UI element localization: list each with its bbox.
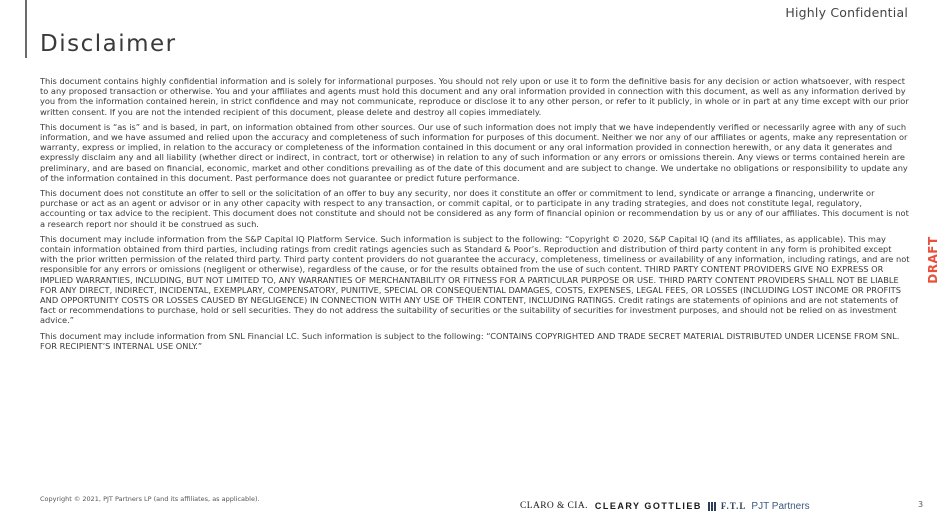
page-number: 3 <box>918 500 924 509</box>
title-accent-rule <box>25 0 27 58</box>
ftl-mark-icon <box>708 502 717 511</box>
confidentiality-label: Highly Confidential <box>785 5 908 20</box>
page-title: Disclaimer <box>40 31 177 57</box>
ftl-logo: F.T.L <box>720 501 747 511</box>
paragraph-as-is: This document is “as is” and is based, in part, on information obtained from other sources. Our use of such information does not imply that we have independently verified or necessarily agree with any of such information, and we have assumed and relied upon the accuracy and completeness of such information for purposes of this document. Neither we nor any of our affiliates or agents, make any representation or warranty, express or implied, in relation to the accuracy or completeness of the information contained in this document or any oral information provided in connection herewith, or any data it generates and expressly disclaim any and all liability (whether direct or indirect, in contract, tort or otherwise) in relation to any of such information or any errors or omissions therein. Any views or terms contained herein are preliminary, and are based on financial, economic, market and other conditions prevailing as of the date of this document and are subject to change. We undertake no obligations or responsibility to update any of the information contained in this document. Past performance does not guarantee or predict future performance. <box>40 121 908 183</box>
paragraph-snl: This document may include information from SNL Financial LC. Such information is subject to the following: “CONTAINS COPYRIGHTED AND TRADE SECRET MATERIAL DISTRIBUTED UNDER LICENSE FROM SNL. FOR RECIPIENT’S INTERNAL USE ONLY.” <box>40 330 900 351</box>
claro-logo: CLARO & CIA. <box>520 501 588 511</box>
paragraph-confidentiality: This document contains highly confidential information and is solely for informational purposes. You should not rely upon or use it to form the definitive basis for any decision or action whatsoever, with respect to any proposed transaction or otherwise. You and your affiliates and agents must hold this document and any oral information provided in connection with this document, as well as any information derived by you from the information contained herein, in strict confidence and may not communicate, reproduce or disclose it to any other person, or refer to it publicly, in whole or in part at any time except with our prior written consent. If you are not the intended recipient of this document, please delete and destroy all copies immediately. <box>40 76 909 117</box>
footer-logos <box>520 498 810 514</box>
disclaimer-body <box>40 76 910 356</box>
draft-watermark-text: DRAFT <box>926 236 940 284</box>
cleary-gottlieb-logo: CLEARY GOTTLIEB <box>594 501 702 511</box>
paragraph-no-offer: This document does not constitute an offer to sell or the solicitation of an offer to buy any security, nor does it constitute an offer or commitment to lend, syndicate or arrange a financing, underwrite or purchase or act as an agent or advisor or in any other capacity with respect to any transaction, or commit capital, or to participate in any trading strategies, and does not constitute legal, regulatory, accounting or tax advice to the recipient. This document does not constitute and should not be considered as any form of financial opinion or recommendation by us or any of our affiliates. This document is not a research report nor should it be construed as such. <box>40 188 909 229</box>
draft-watermark <box>924 236 942 284</box>
copyright-notice: Copyright © 2021, PJT Partners LP (and its affiliates, as applicable). <box>40 495 260 503</box>
paragraph-capital-iq: This document may include information from the S&P Capital IQ Platform Service. Such information is subject to the following: “Copyright © 2020, S&P Capital IQ (and its affiliates, as applicable). This may contain information obtained from third parties, including ratings from credit ratings agencies such as Standard & Poor’s. Reproduction and distribution of third party content in any form is prohibited except with the prior written permission of the related third party. Third party content providers do not guarantee the accuracy, completeness, timeliness or availability of any information, including ratings, and are not responsible for any errors or omissions (negligent or otherwise), regardless of the cause, or for the results obtained from the use of such content. THIRD PARTY CONTENT PROVIDERS GIVE NO EXPRESS OR IMPLIED WARRANTIES, INCLUDING, BUT NOT LIMITED TO, ANY WARRANTIES OF MERCHANTABILITY OR FITNESS FOR A PARTICULAR PURPOSE OR USE. THIRD PARTY CONTENT PROVIDERS SHALL NOT BE LIABLE FOR ANY DIRECT, INDIRECT, INCIDENTAL, EXEMPLARY, COMPENSATORY, PUNITIVE, SPECIAL OR CONSEQUENTIAL DAMAGES, COSTS, EXPENSES, LEGAL FEES, OR LOSSES (INCLUDING LOST INCOME OR PROFITS AND OPPORTUNITY COSTS OR LOSSES CAUSED BY NEGLIGENCE) IN CONNECTION WITH ANY USE OF THEIR CONTENT, INCLUDING RATINGS. Credit ratings are statements of opinions and are not statements of fact or recommendations to purchase, hold or sell securities. They do not address the suitability of securities or the suitability of securities for investment purposes, and should not be relied on as investment advice.” <box>40 233 910 326</box>
pjt-partners-logo: PJT Partners <box>751 500 810 512</box>
